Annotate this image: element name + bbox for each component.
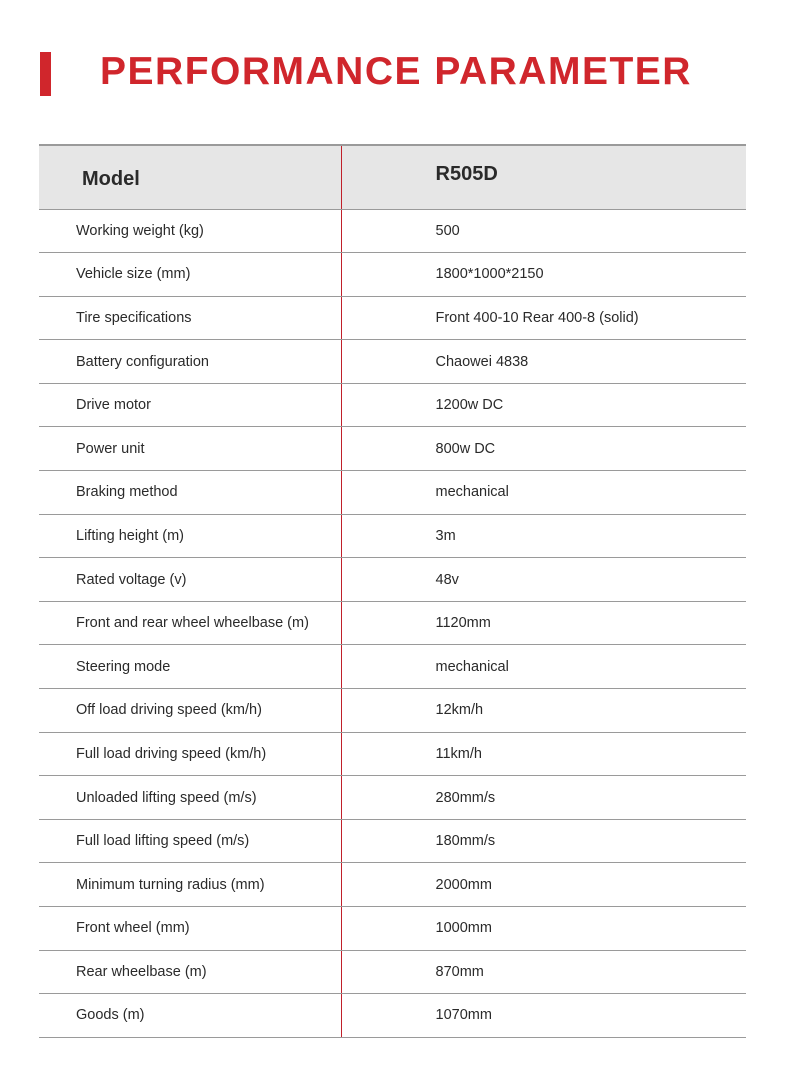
table-row [39,340,746,384]
table-row [39,383,746,427]
param-value: 180mm/s [341,819,746,863]
table-row [39,209,746,253]
param-value: 1120mm [341,601,746,645]
param-label: Working weight (kg) [39,209,341,253]
param-value: mechanical [341,471,746,515]
param-label: Rear wheelbase (m) [39,950,341,994]
param-label: Battery configuration [39,340,341,384]
param-value: Front 400-10 Rear 400-8 (solid) [341,296,746,340]
page-title: PERFORMANCE PARAMETER [100,50,692,93]
table-row [39,689,746,733]
param-value: 1800*1000*2150 [341,253,746,297]
param-value: 870mm [341,950,746,994]
param-label: Goods (m) [39,994,341,1038]
param-value: 1070mm [341,994,746,1038]
header-model-value: R505D [341,145,746,209]
table-row [39,558,746,602]
param-value: 12km/h [341,689,746,733]
param-label: Vehicle size (mm) [39,253,341,297]
table-row [39,427,746,471]
param-value: 2000mm [341,863,746,907]
param-label: Full load driving speed (km/h) [39,732,341,776]
table-row [39,776,746,820]
param-label: Rated voltage (v) [39,558,341,602]
param-label: Steering mode [39,645,341,689]
table-row [39,514,746,558]
table-row [39,950,746,994]
table-row [39,732,746,776]
table-row [39,819,746,863]
param-label: Tire specifications [39,296,341,340]
param-value: mechanical [341,645,746,689]
param-label: Front wheel (mm) [39,907,341,951]
param-value: 500 [341,209,746,253]
table-row [39,645,746,689]
param-value: 1000mm [341,907,746,951]
title-accent-bar [40,52,51,96]
table-row [39,601,746,645]
param-label: Power unit [39,427,341,471]
param-value: Chaowei 4838 [341,340,746,384]
param-label: Full load lifting speed (m/s) [39,819,341,863]
param-label: Unloaded lifting speed (m/s) [39,776,341,820]
param-value: 800w DC [341,427,746,471]
param-value: 3m [341,514,746,558]
spec-table-body [39,209,746,1037]
table-row [39,471,746,515]
table-row [39,296,746,340]
param-value: 280mm/s [341,776,746,820]
param-label: Braking method [39,471,341,515]
param-label: Lifting height (m) [39,514,341,558]
param-value: 48v [341,558,746,602]
param-label: Minimum turning radius (mm) [39,863,341,907]
table-row [39,907,746,951]
param-label: Front and rear wheel wheelbase (m) [39,601,341,645]
table-row [39,863,746,907]
table-header-row [39,145,746,209]
param-label: Drive motor [39,383,341,427]
param-value: 11km/h [341,732,746,776]
param-label: Off load driving speed (km/h) [39,689,341,733]
header-model-label: Model [39,145,341,209]
table-row [39,994,746,1038]
table-row [39,253,746,297]
param-value: 1200w DC [341,383,746,427]
spec-table [39,144,746,1038]
